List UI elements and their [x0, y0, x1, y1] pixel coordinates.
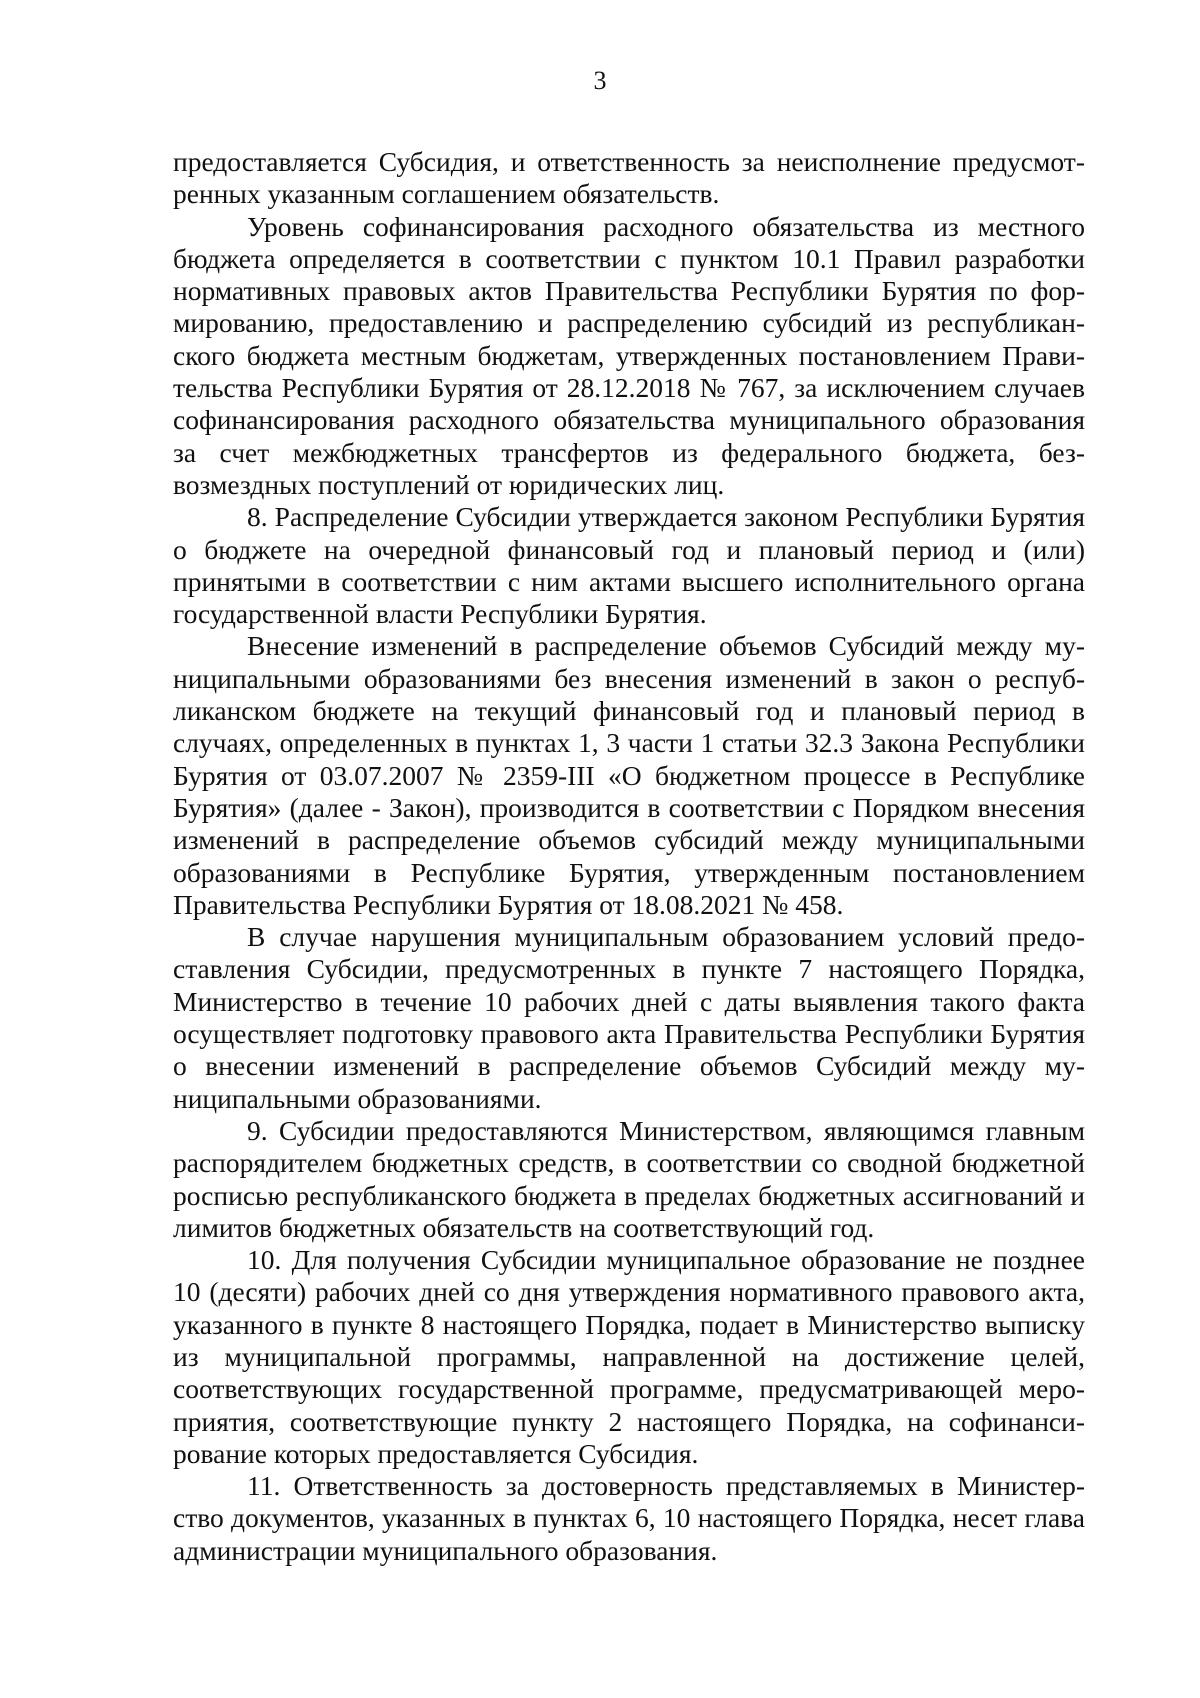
paragraph-distribution-changes: Внесение изменений в распределение объемов Субсидий между муниципальными образованиями без внесения изменений в закон о республиканском бюджете на текущий финансовый год и плановый период в случаях, определенных в пунктах 1, 3 части 1 статьи 32.3 Закона Республики Бурятия от 03.07.2007 № 2359-III «О бюджетном процессе в Республике Бурятия» (далее - Закон), производится в соответствии с Порядком внесения изменений в распределение объемов субсидий между муниципальными образованиями в Республике Бурятия, утвержденным постановлением Правительства Республики Бурятия от 18.08.2021 № 458. [173, 630, 1085, 920]
paragraph-item-8: 8. Распределение Субсидии утверждается законом Республики Бурятия о бюджете на очередной финансовый год и плановый период и (или) принятыми в соответствии с ним актами высшего исполнительного органа государственной власти Республики Бурятия. [173, 501, 1085, 630]
paragraph-violation-case: В случае нарушения муниципальным образованием условий предоставления Субсидии, предусмотренных в пункте 7 настоящего Порядка, Министерство в течение 10 рабочих дней с даты выявления такого факта осуществляет подготовку правового акта Правительства Республики Бурятия о внесении изменений в распределение объемов Субсидий между муниципальными образованиями. [173, 921, 1085, 1114]
paragraph-item-10: 10. Для получения Субсидии муниципальное образование не позднее 10 (десяти) рабочих дней со дня утверждения нормативного правового акта, указанного в пункте 8 настоящего Порядка, подает в Министерство выписку из муниципальной программы, направленной на достижение целей, соответствующих государственной программе, предусматривающей мероприятия, соответствующие пункту 2 настоящего Порядка, на софинансирование которых предоставляется Субсидия. [173, 1244, 1085, 1469]
paragraph-item-11: 11. Ответственность за достоверность представляемых в Министерство документов, указанных в пунктах 6, 10 настоящего Порядка, несет глава администрации муниципального образования. [173, 1470, 1085, 1566]
document-body [173, 146, 1085, 1567]
paragraph-cofinancing-level: Уровень софинансирования расходного обязательства из местного бюджета определяется в соответствии с пунктом 10.1 Правил разработки нормативных правовых актов Правительства Республики Бурятия по формированию, предоставлению и распределению субсидий из республиканского бюджета местным бюджетам, утвержденных постановлением Правительства Республики Бурятия от 28.12.2018 № 767, за исключением случаев софинансирования расходного обязательства муниципального образования за счет межбюджетных трансфертов из федерального бюджета, безвозмездных поступлений от юридических лиц. [173, 210, 1085, 500]
paragraph-continuation: предоставляется Субсидия, и ответственность за неисполнение предусмотренных указанным соглашением обязательств. [173, 146, 1085, 210]
page-number: 3 [593, 66, 607, 95]
paragraph-item-9: 9. Субсидии предоставляются Министерством, являющимся главным распорядителем бюджетных средств, в соответствии со сводной бюджетной росписью республиканского бюджета в пределах бюджетных ассигнований и лимитов бюджетных обязательств на соответствующий год. [173, 1114, 1085, 1243]
